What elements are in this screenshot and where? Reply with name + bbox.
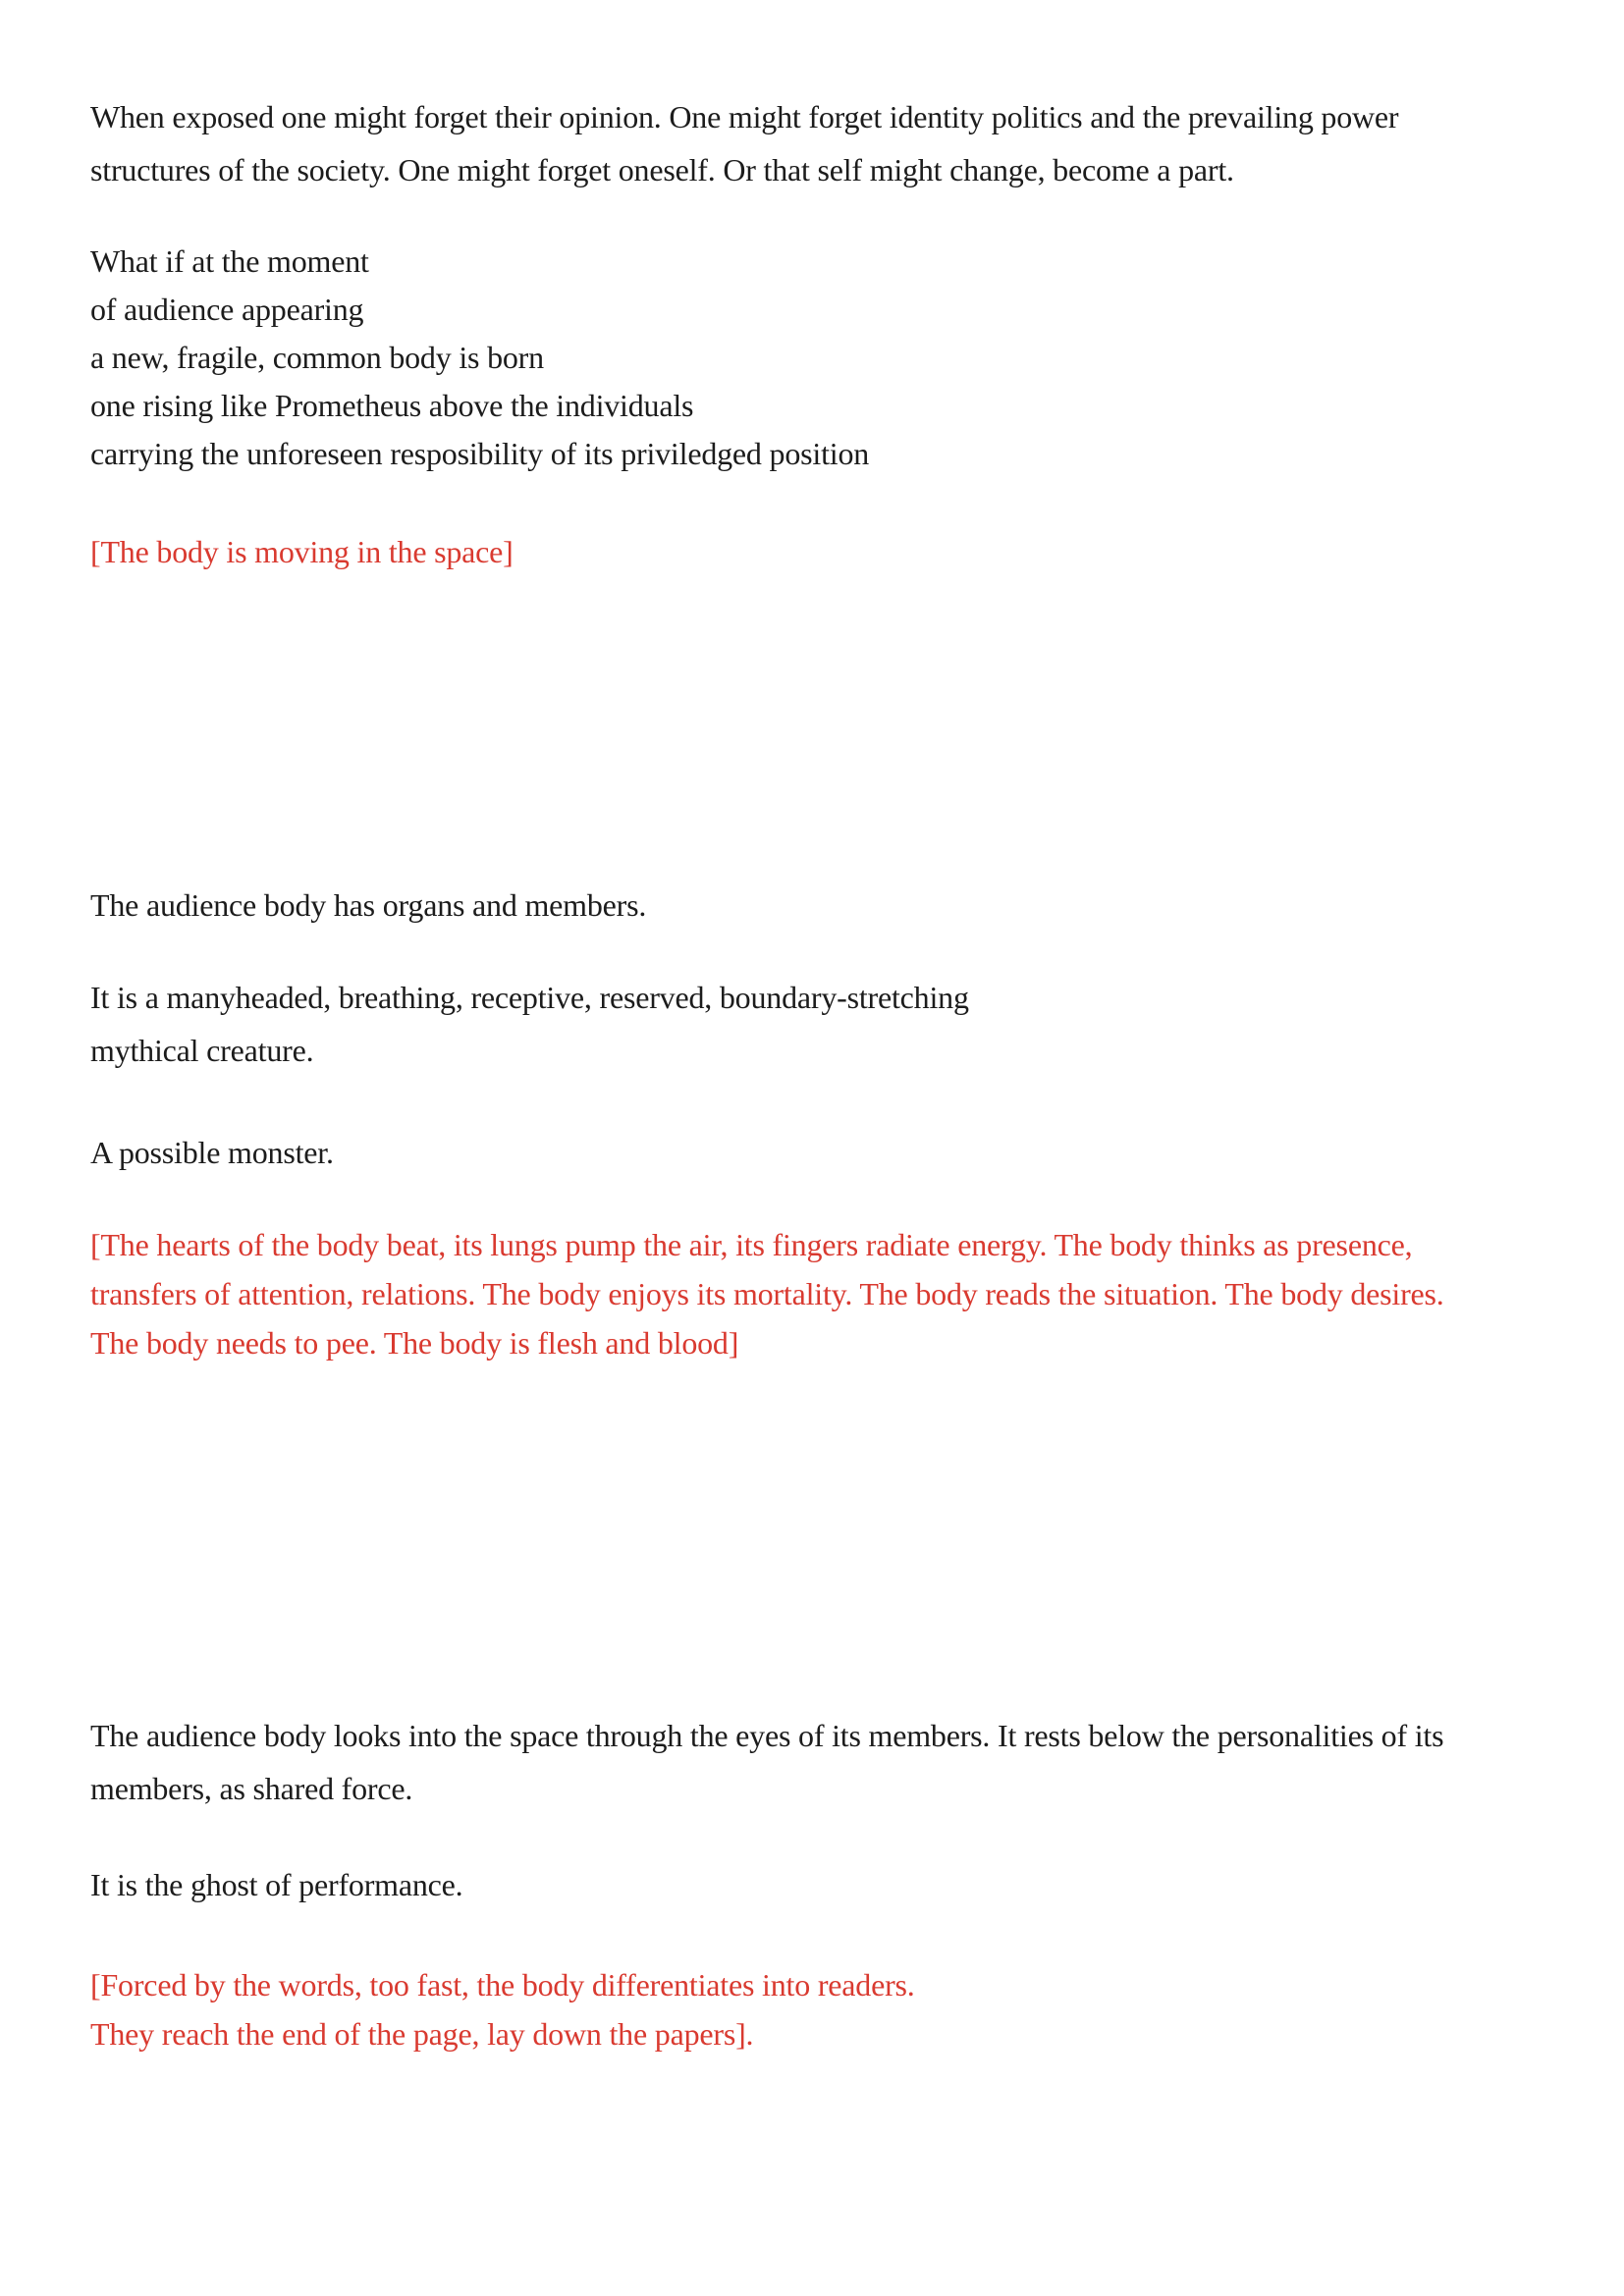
text-line: structures of the society. One might forget oneself. Or that self might change, become a part.	[90, 152, 1234, 187]
text-line: a new, fragile, common body is born	[90, 340, 544, 375]
text-line: It is the ghost of performance.	[90, 1867, 463, 1902]
paragraph-6	[90, 1858, 1545, 1911]
text-line: When exposed one might forget their opinion. One might forget identity politics and the prevailing power	[90, 99, 1399, 134]
stage-direction-line: [Forced by the words, too fast, the body differentiates into readers.	[90, 1967, 915, 2002]
text-line: mythical creature.	[90, 1033, 314, 1068]
paragraph-3	[90, 971, 1545, 1077]
text-line: of audience appearing	[90, 292, 364, 327]
paragraph-1	[90, 90, 1545, 196]
stage-direction-line: transfers of attention, relations. The body enjoys its mortality. The body reads the situation. The body desires.	[90, 1276, 1444, 1311]
text-line: The audience body has organs and members.	[90, 887, 647, 923]
stanza	[90, 238, 1545, 478]
paragraph-5	[90, 1709, 1545, 1815]
stage-direction-line: [The hearts of the body beat, its lungs pump the air, its fingers radiate energy. The body thinks as presence,	[90, 1227, 1413, 1262]
text-line: one rising like Prometheus above the individuals	[90, 388, 694, 423]
stage-direction-3	[90, 1960, 1545, 2058]
text-line: The audience body looks into the space through the eyes of its members. It rests below the personalities of its	[90, 1718, 1444, 1753]
text-line: It is a manyheaded, breathing, receptive, reserved, boundary-stretching	[90, 980, 969, 1015]
stage-direction-2	[90, 1220, 1545, 1367]
text-line: carrying the unforeseen resposibility of its priviledged position	[90, 436, 870, 471]
text-line: What if at the moment	[90, 243, 369, 279]
text-line: A possible monster.	[90, 1135, 334, 1170]
paragraph-4	[90, 1126, 1545, 1179]
stage-direction-line: The body needs to pee. The body is flesh and blood]	[90, 1325, 739, 1361]
paragraph-2	[90, 879, 1545, 932]
stage-direction-line: [The body is moving in the space]	[90, 534, 514, 569]
text-line: members, as shared force.	[90, 1771, 413, 1806]
stage-direction-line: They reach the end of the page, lay down the papers].	[90, 2016, 754, 2052]
stage-direction-1	[90, 527, 1545, 576]
